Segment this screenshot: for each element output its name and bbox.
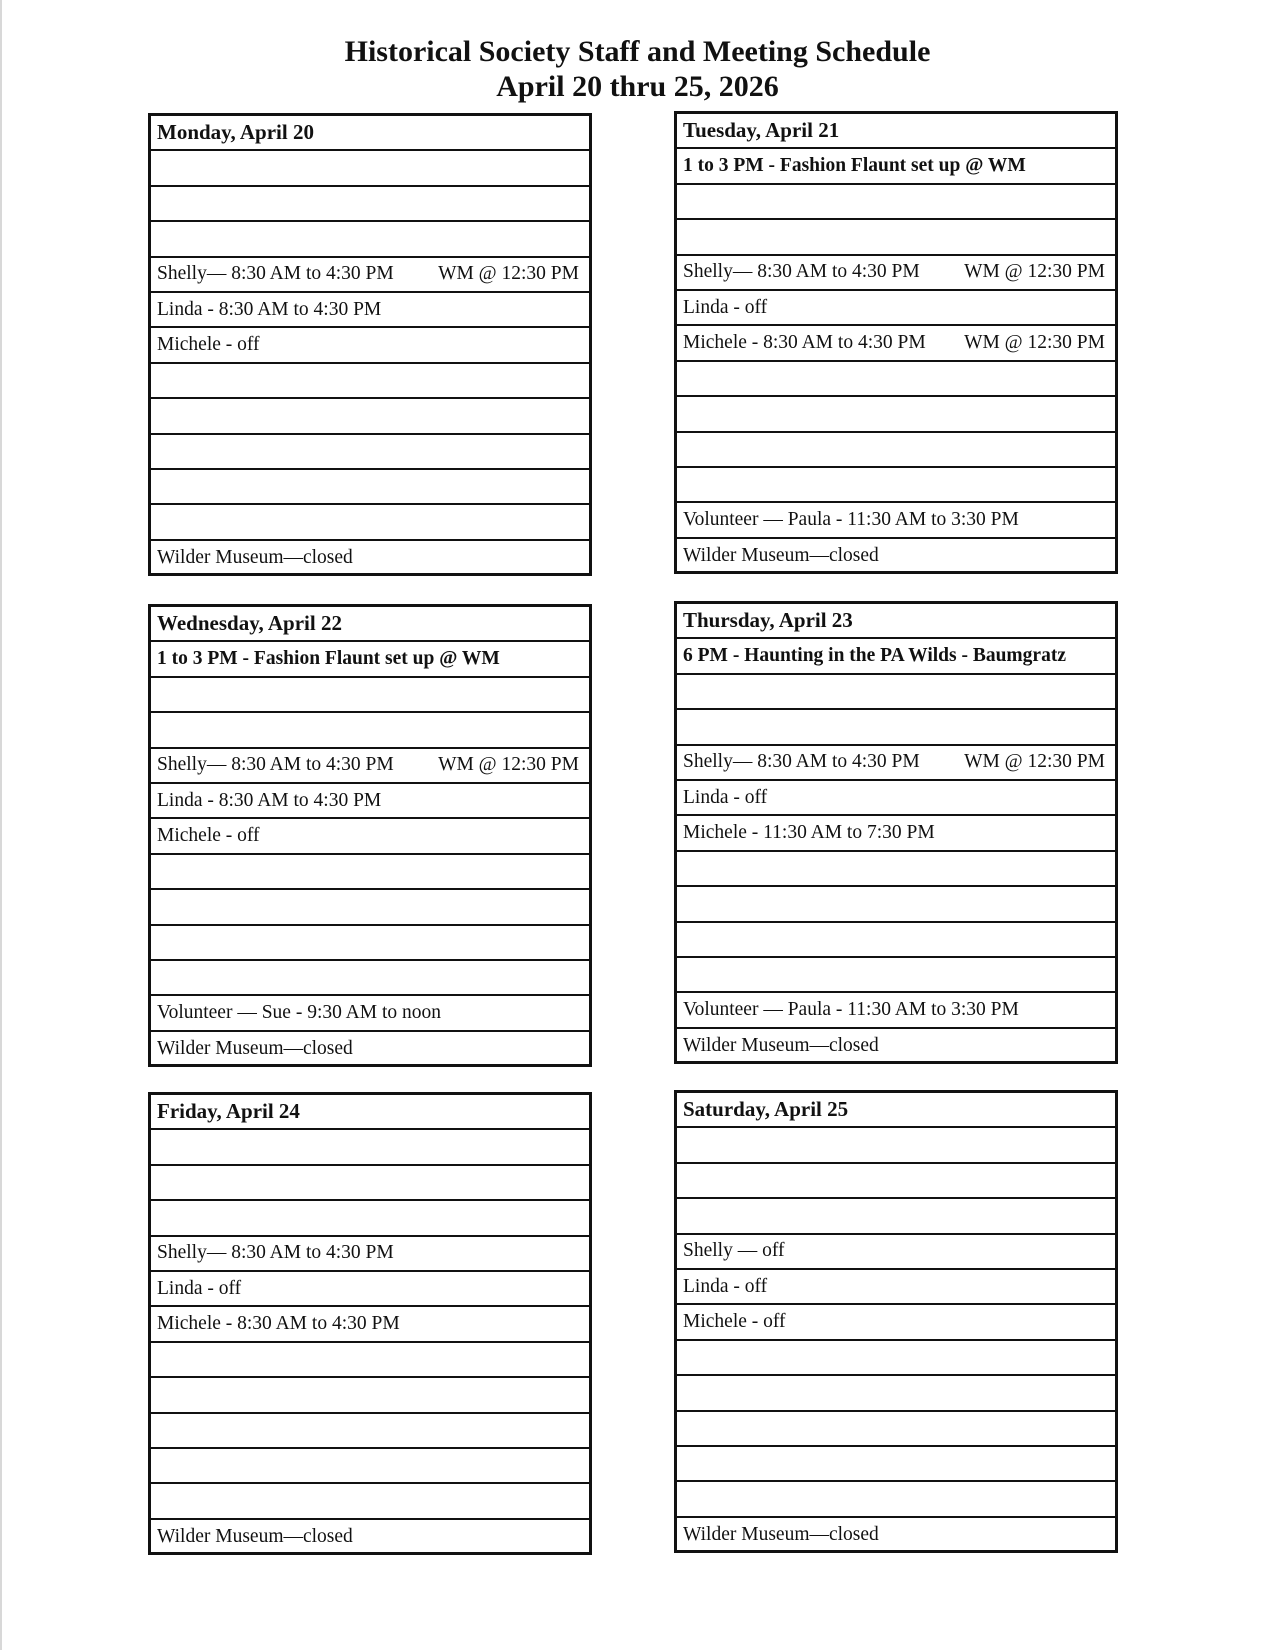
- staff-row-linda: Linda - off: [677, 1270, 1115, 1305]
- staff-row-michele: [151, 819, 589, 854]
- day-block-saturday: [674, 1090, 1118, 1553]
- day-block-friday: [148, 1092, 592, 1555]
- event-row: [677, 1128, 1115, 1163]
- blank-row: [677, 958, 1115, 993]
- blank-row: [677, 923, 1115, 958]
- staff-hours: Michele - 8:30 AM to 4:30 PM: [157, 1313, 400, 1335]
- staff-row-shelly: [677, 256, 1115, 291]
- staff-row-shelly: [151, 258, 589, 293]
- blank-row: [151, 890, 589, 925]
- blank-row: [677, 433, 1115, 468]
- blank-row: [677, 220, 1115, 255]
- staff-row-michele: [151, 1307, 589, 1342]
- closing-row: Wilder Museum—closed: [157, 1038, 353, 1060]
- volunteer-row: Volunteer — Sue - 9:30 AM to noon: [151, 996, 589, 1031]
- staff-hours: Michele - off: [157, 825, 260, 847]
- staff-hours: Shelly — off: [683, 1240, 785, 1262]
- blank-row: [677, 185, 1115, 220]
- wm-time: WM @ 12:30 PM: [964, 261, 1105, 283]
- staff-hours: Michele - off: [683, 1311, 786, 1333]
- day-header: Friday, April 24: [151, 1095, 589, 1130]
- day-header: Thursday, April 23: [677, 604, 1115, 639]
- blank-row: [677, 468, 1115, 503]
- blank-row: [151, 470, 589, 505]
- staff-hours: Shelly— 8:30 AM to 4:30 PM: [157, 263, 394, 285]
- staff-row-linda: Linda - off: [151, 1272, 589, 1307]
- day-block-monday: [148, 113, 592, 576]
- staff-row-linda: Linda - off: [677, 781, 1115, 816]
- blank-row: [151, 1343, 589, 1378]
- volunteer-row: [677, 1482, 1115, 1517]
- staff-row-michele: [677, 1305, 1115, 1340]
- blank-row: [677, 1199, 1115, 1234]
- blank-row: [677, 1376, 1115, 1411]
- blank-row: [677, 397, 1115, 432]
- page-subtitle-dates: April 20 thru 25, 2026: [496, 70, 779, 103]
- blank-row: [677, 852, 1115, 887]
- blank-row: [677, 1164, 1115, 1199]
- volunteer-row: Volunteer — Paula - 11:30 AM to 3:30 PM: [677, 993, 1115, 1028]
- blank-row: [151, 1166, 589, 1201]
- staff-hours: Michele - 8:30 AM to 4:30 PM: [683, 332, 926, 354]
- blank-row: [151, 222, 589, 257]
- blank-row: [677, 710, 1115, 745]
- blank-row: [151, 399, 589, 434]
- staff-hours: Michele - 11:30 AM to 7:30 PM: [683, 822, 935, 844]
- wm-time: WM @ 12:30 PM: [438, 754, 579, 776]
- staff-row-shelly: [677, 1235, 1115, 1270]
- staff-row-linda: Linda - 8:30 AM to 4:30 PM: [151, 293, 589, 328]
- day-block-wednesday: [148, 604, 592, 1067]
- day-header: Saturday, April 25: [677, 1093, 1115, 1128]
- blank-row: [677, 1341, 1115, 1376]
- staff-row-shelly: [677, 746, 1115, 781]
- closing-row: Wilder Museum—closed: [683, 545, 879, 567]
- staff-row-linda: Linda - off: [677, 291, 1115, 326]
- event-row: [151, 1130, 589, 1165]
- day-block-thursday: [674, 601, 1118, 1064]
- day-block-tuesday: [674, 111, 1118, 574]
- blank-row: [677, 1412, 1115, 1447]
- event-row: [151, 151, 589, 186]
- staff-row-linda: Linda - 8:30 AM to 4:30 PM: [151, 784, 589, 819]
- event-row: 1 to 3 PM - Fashion Flaunt set up @ WM: [151, 642, 589, 677]
- staff-row-shelly: [151, 749, 589, 784]
- staff-row-michele: [677, 326, 1115, 361]
- event-row: 1 to 3 PM - Fashion Flaunt set up @ WM: [677, 149, 1115, 184]
- blank-row: [677, 887, 1115, 922]
- staff-hours: Shelly— 8:30 AM to 4:30 PM: [683, 751, 920, 773]
- blank-row: [151, 187, 589, 222]
- blank-row: [151, 1378, 589, 1413]
- blank-row: [151, 364, 589, 399]
- blank-row: [677, 362, 1115, 397]
- staff-hours: Shelly— 8:30 AM to 4:30 PM: [157, 754, 394, 776]
- staff-hours: Shelly— 8:30 AM to 4:30 PM: [157, 1242, 394, 1264]
- blank-row: [151, 1201, 589, 1236]
- volunteer-row: [151, 1484, 589, 1519]
- blank-row: [151, 1449, 589, 1484]
- volunteer-row: Volunteer — Paula - 11:30 AM to 3:30 PM: [677, 503, 1115, 538]
- blank-row: [151, 713, 589, 748]
- volunteer-row: [151, 505, 589, 540]
- wm-time: WM @ 12:30 PM: [438, 263, 579, 285]
- blank-row: [151, 855, 589, 890]
- blank-row: [151, 961, 589, 996]
- staff-hours: Shelly— 8:30 AM to 4:30 PM: [683, 261, 920, 283]
- blank-row: [677, 1447, 1115, 1482]
- blank-row: [151, 435, 589, 470]
- blank-row: [151, 1414, 589, 1449]
- day-header: Wednesday, April 22: [151, 607, 589, 642]
- closing-row: Wilder Museum—closed: [683, 1524, 879, 1546]
- page-title: Historical Society Staff and Meeting Schedule: [344, 35, 931, 68]
- blank-row: [677, 675, 1115, 710]
- closing-row: Wilder Museum—closed: [683, 1035, 879, 1057]
- day-header: Monday, April 20: [151, 116, 589, 151]
- staff-row-michele: [677, 816, 1115, 851]
- staff-hours: Michele - off: [157, 334, 260, 356]
- closing-row: Wilder Museum—closed: [157, 1526, 353, 1548]
- staff-row-michele: [151, 328, 589, 363]
- page-edge: [0, 0, 2, 1650]
- closing-row: Wilder Museum—closed: [157, 547, 353, 569]
- day-header: Tuesday, April 21: [677, 114, 1115, 149]
- blank-row: [151, 678, 589, 713]
- wm-time: WM @ 12:30 PM: [964, 751, 1105, 773]
- blank-row: [151, 926, 589, 961]
- staff-row-shelly: [151, 1237, 589, 1272]
- event-row: 6 PM - Haunting in the PA Wilds - Baumgratz: [677, 639, 1115, 674]
- wm-time: WM @ 12:30 PM: [964, 332, 1105, 354]
